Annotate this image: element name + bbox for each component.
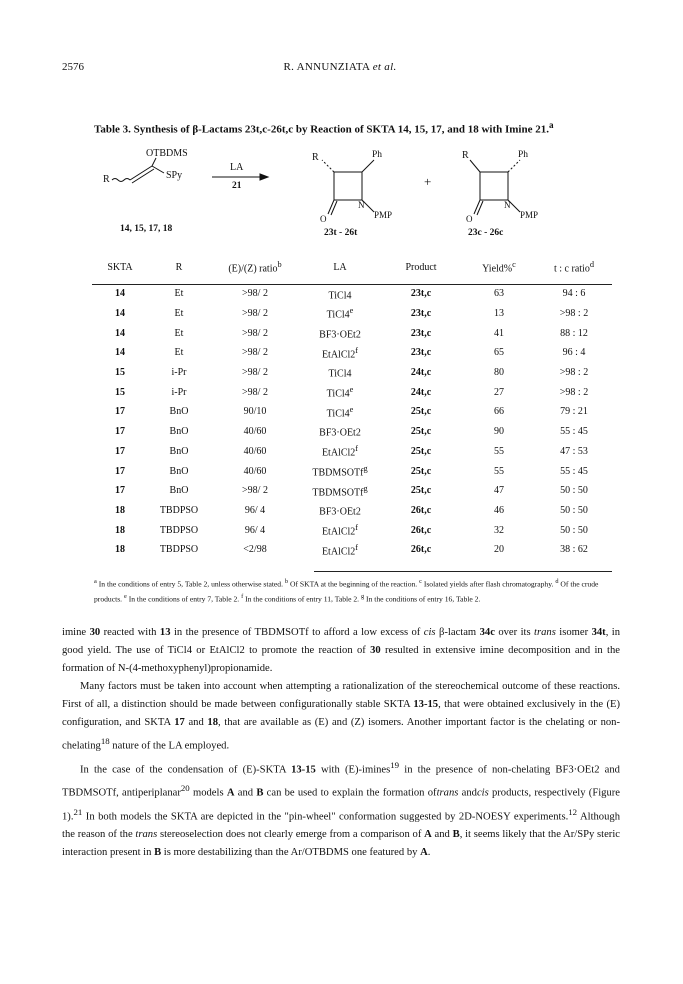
trans-r-bond bbox=[322, 160, 334, 172]
cell-skta: 17 bbox=[115, 465, 125, 477]
cell-product: 23t,c bbox=[410, 347, 432, 359]
trans-lactam-ring bbox=[334, 172, 362, 200]
scheme-pmp-cis: PMP bbox=[520, 210, 539, 220]
table-row bbox=[92, 461, 612, 481]
table-row bbox=[92, 520, 612, 540]
caption-text: Synthesis of β-Lactams 23t,c-26t,c by Reaction of SKTA 14, 15, 17, and 18 with Imine 21. bbox=[133, 123, 549, 136]
col-header: SKTA bbox=[107, 261, 133, 273]
cis-ph-bond bbox=[508, 160, 520, 172]
cell-product: 23t,c bbox=[410, 308, 432, 320]
cell-yield: 13 bbox=[494, 308, 504, 320]
cell-yield: 32 bbox=[494, 524, 504, 536]
col-header: LA bbox=[333, 261, 347, 273]
footnote-f: In the conditions of entry 11, Table 2. bbox=[245, 594, 360, 604]
table-row bbox=[92, 481, 612, 501]
cell-r: BnO bbox=[169, 465, 189, 477]
cell-product: 23t,c bbox=[410, 327, 432, 339]
cell-la: TiCl4e bbox=[326, 306, 354, 321]
cell-r: TBDPSO bbox=[159, 524, 199, 536]
cell-la: TBDMSOTf$^g$ bbox=[312, 463, 368, 479]
cell-product: 26t,c bbox=[410, 504, 432, 516]
cell-r: Et bbox=[174, 347, 184, 359]
cell-skta: 17 bbox=[115, 485, 125, 497]
caption-footnote-mark: a bbox=[548, 120, 554, 130]
cell-product: 25t,c bbox=[410, 406, 432, 418]
running-head-authors: R. ANNUNZIATA bbox=[283, 61, 370, 73]
footnote-c: Isolated yields after flash chromatography. bbox=[423, 579, 554, 589]
cell-yield: 66 bbox=[494, 406, 504, 418]
cell-skta: 15 bbox=[115, 367, 125, 379]
cell-r: TBDPSO bbox=[159, 504, 199, 516]
cell-product: 24t,c bbox=[410, 386, 432, 398]
cell-ratio: 96/ 4 bbox=[244, 504, 266, 516]
scheme-la: LA bbox=[230, 162, 244, 173]
footnote-g: In the conditions of entry 16, Table 2. bbox=[366, 594, 481, 604]
reaction-scheme bbox=[70, 148, 630, 240]
cell-product: 26t,c bbox=[410, 524, 432, 536]
cell-la: BF3·OEt2 bbox=[319, 427, 361, 439]
double-bond-b bbox=[132, 169, 154, 183]
cell-yield: 41 bbox=[494, 327, 504, 339]
table-row bbox=[92, 382, 612, 402]
table-header-row bbox=[92, 256, 612, 278]
wavy-bond bbox=[112, 179, 130, 182]
cell-la: EtAlCl2$^f$ bbox=[321, 444, 359, 459]
cis-r-bond bbox=[470, 160, 480, 172]
table-footnotes: $^a$ In the conditions of entry 5, Table 2, unless otherwise stated. $^b$ Of SKTA at the beginning of the reaction. $^c$ Isolated yields after flash chromatography. $^d$ Of the crude products. $^e$ In the conditions of entry 7, Table 2. $^f$ In the conditions of entry 11, Table 2. $^g$ In the conditions of entry 16, Table 2. bbox=[94, 578, 599, 604]
cell-r: Et bbox=[174, 308, 184, 320]
cell-tc-ratio: 50 : 50 bbox=[560, 504, 588, 516]
paragraph-2: Many factors must be taken into account when attempting a rationalization of the stereochemical outcome of these reactions. First of all, a distinction should be made between configurationally stable SKTA 13-15, that were obtained exclusively in the (E) configuration, and SKTA 17 and 18, that are available as (E) and (Z) isomers. Another important factor is the chelating or non-chelating$^{18}$ nature of the LA employed. bbox=[62, 681, 620, 752]
cell-skta: 18 bbox=[115, 544, 125, 556]
cell-la: TiCl4 bbox=[328, 368, 352, 380]
running-head bbox=[62, 61, 618, 73]
col-header: Yield%$^c$ bbox=[482, 259, 516, 275]
cell-skta: 14 bbox=[115, 347, 125, 359]
cell-product: 24t,c bbox=[410, 367, 432, 379]
cell-tc-ratio: 55 : 45 bbox=[560, 465, 588, 477]
footnote-e: In the conditions of entry 7, Table 2. bbox=[128, 594, 240, 604]
cell-skta: 14 bbox=[115, 288, 125, 300]
cell-tc-ratio: 79 : 21 bbox=[560, 406, 588, 418]
cell-r: BnO bbox=[169, 485, 189, 497]
scheme-trans-label: 23t - 26t bbox=[324, 228, 358, 238]
table-row bbox=[92, 402, 612, 422]
cell-ratio: 40/60 bbox=[243, 445, 267, 457]
cell-la: TiCl4e bbox=[326, 385, 354, 400]
cis-carbonyl-a bbox=[474, 200, 480, 214]
cell-tc-ratio: 47 : 53 bbox=[560, 445, 588, 457]
cell-ratio: >98/ 2 bbox=[242, 386, 268, 398]
col-header: t : c ratio$^d$ bbox=[554, 259, 594, 275]
cis-carbonyl-b bbox=[477, 201, 483, 215]
cell-la: BF3·OEt2 bbox=[319, 329, 361, 341]
cell-tc-ratio: 38 : 62 bbox=[560, 544, 588, 556]
scheme-r-cis: R bbox=[462, 150, 469, 161]
cell-skta: 17 bbox=[115, 406, 125, 418]
cell-product: 25t,c bbox=[410, 445, 432, 457]
cell-product: 25t,c bbox=[410, 485, 432, 497]
table-row bbox=[92, 323, 612, 343]
cell-r: Et bbox=[174, 288, 184, 300]
cell-skta: 14 bbox=[115, 308, 125, 320]
trans-ph-bond bbox=[362, 160, 374, 172]
trans-carbonyl-b bbox=[331, 201, 337, 215]
cell-ratio: >98/ 2 bbox=[242, 367, 268, 379]
cell-tc-ratio: >98 : 2 bbox=[559, 386, 589, 398]
otbdms-bond bbox=[152, 158, 156, 166]
cell-product: 25t,c bbox=[410, 426, 432, 438]
cell-tc-ratio: >98 : 2 bbox=[559, 367, 589, 379]
cell-product: 25t,c bbox=[410, 465, 432, 477]
cell-skta: 15 bbox=[115, 386, 125, 398]
scheme-ph-cis: Ph bbox=[518, 150, 529, 160]
table-row bbox=[92, 304, 612, 324]
col-header: R bbox=[175, 261, 183, 273]
scheme-reactant-label: 14, 15, 17, 18 bbox=[120, 224, 173, 234]
cell-product: 26t,c bbox=[410, 544, 432, 556]
cell-tc-ratio: 88 : 12 bbox=[560, 327, 588, 339]
col-header: (E)/(Z) ratio$^b$ bbox=[228, 259, 282, 275]
cell-tc-ratio: >98 : 2 bbox=[559, 308, 589, 320]
scheme-ph-trans: Ph bbox=[372, 150, 383, 160]
cell-yield: 47 bbox=[494, 485, 504, 497]
scheme-o-cis: O bbox=[466, 214, 473, 224]
cell-ratio: <2/98 bbox=[243, 544, 267, 556]
cell-ratio: >98/ 2 bbox=[242, 327, 268, 339]
cell-ratio: 40/60 bbox=[243, 426, 267, 438]
cell-la: TiCl4 bbox=[328, 290, 352, 301]
scheme-otbdms: OTBDMS bbox=[146, 148, 188, 159]
cell-skta: 17 bbox=[115, 426, 125, 438]
cell-la: EtAlCl2$^f$ bbox=[321, 522, 359, 538]
cell-skta: 14 bbox=[115, 327, 125, 339]
cell-la: TBDMSOTf$^g$ bbox=[312, 483, 368, 498]
scheme-n-cis: N bbox=[504, 200, 511, 210]
trans-carbonyl-a bbox=[328, 200, 334, 214]
scheme-r-reactant: R bbox=[103, 174, 110, 185]
footnote-b: Of SKTA at the beginning of the reaction. bbox=[290, 579, 418, 589]
table-row bbox=[92, 442, 612, 462]
scheme-cis-label: 23c - 26c bbox=[468, 228, 504, 238]
scheme-plus: + bbox=[424, 174, 432, 189]
cell-tc-ratio: 50 : 50 bbox=[560, 524, 588, 536]
page-number: 2576 bbox=[62, 61, 84, 73]
scheme-reagent: 21 bbox=[232, 181, 242, 191]
table-row bbox=[92, 501, 612, 521]
cell-la: BF3·OEt2 bbox=[319, 506, 361, 518]
footnote-d: Of the crude products. bbox=[94, 579, 599, 604]
cell-ratio: >98/ 2 bbox=[242, 485, 268, 497]
footnote-a: In the conditions of entry 5, Table 2, unless otherwise stated. bbox=[98, 579, 284, 589]
cell-yield: 80 bbox=[494, 367, 504, 379]
cell-ratio: >98/ 2 bbox=[242, 288, 268, 300]
cell-tc-ratio: 55 : 45 bbox=[560, 426, 588, 438]
page-header bbox=[62, 61, 618, 77]
cell-yield: 55 bbox=[494, 445, 504, 457]
cell-la: EtAlCl2$^f$ bbox=[321, 542, 359, 557]
cell-tc-ratio: 94 : 6 bbox=[562, 288, 586, 300]
table-row bbox=[92, 363, 612, 383]
arrow-head bbox=[260, 174, 268, 180]
cell-yield: 27 bbox=[494, 386, 504, 398]
paragraph-3: In the case of the condensation of (E)-SKTA 13-15 with (E)-imines$^{19}$ in the presence of non-chelating BF3·OEt2 and TBDMSOTf, antiperiplanar$^{20}$ models A and B can be used to explain the formation oftrans andcis products, respectively (Figure 1).$^{21}$ In both models the SKTA are depicted in the "pin-wheel" conformation suggested by 2D-NOESY experiments.$^{12}$ Although the reason of the trans stereoselection does not clearly emerge from a comparison of A and B, it seems likely that the Ar/SPy steric interaction present in B is more destabilizing than the Ar/OTBDMS one featured by A. bbox=[62, 759, 620, 859]
results-table bbox=[92, 256, 612, 560]
double-bond-a bbox=[130, 166, 152, 180]
cell-yield: 63 bbox=[494, 288, 504, 300]
table-row bbox=[92, 422, 612, 442]
paragraph-1: imine 30 reacted with 13 in the presence of TBDMSOTf to afford a low excess of cis β-lactam 34c over its trans isomer 34t, in good yield. The use of TiCl4 or EtAlCl2 to promote the reaction of 30 resulted in extensive imine decomposition and in the formation of N-(4-methoxyphenyl)propionamide. bbox=[62, 627, 621, 674]
table-caption bbox=[94, 120, 614, 136]
cell-yield: 20 bbox=[494, 544, 504, 556]
cell-yield: 55 bbox=[494, 465, 504, 477]
cell-yield: 90 bbox=[494, 426, 504, 438]
cell-tc-ratio: 50 : 50 bbox=[560, 485, 588, 497]
table-row bbox=[92, 343, 612, 363]
cell-ratio: >98/ 2 bbox=[242, 308, 268, 320]
cell-r: BnO bbox=[169, 426, 189, 438]
scheme-o-trans: O bbox=[320, 214, 327, 224]
running-head-etal: et al. bbox=[372, 61, 397, 73]
cell-tc-ratio: 96 : 4 bbox=[562, 347, 586, 359]
cell-la: TiCl4e bbox=[326, 404, 354, 420]
table-row bbox=[92, 284, 612, 304]
table-bottom-rule bbox=[314, 571, 612, 572]
cell-r: i-Pr bbox=[171, 386, 187, 398]
cell-ratio: 90/10 bbox=[243, 406, 267, 418]
cell-r: TBDPSO bbox=[159, 544, 199, 556]
cell-skta: 18 bbox=[115, 504, 125, 516]
table-row bbox=[92, 540, 612, 560]
scheme-pmp-trans: PMP bbox=[374, 210, 393, 220]
body-text bbox=[62, 624, 620, 862]
cell-yield: 65 bbox=[494, 347, 504, 359]
scheme-spy: SPy bbox=[166, 170, 183, 181]
cell-r: BnO bbox=[169, 445, 189, 457]
cell-la: EtAlCl2$^f$ bbox=[321, 345, 359, 361]
cell-product: 23t,c bbox=[410, 288, 432, 300]
cell-yield: 46 bbox=[494, 504, 504, 516]
caption-lead: Table 3. bbox=[94, 123, 131, 136]
cell-skta: 18 bbox=[115, 524, 125, 536]
cell-ratio: 40/60 bbox=[243, 465, 267, 477]
cell-r: i-Pr bbox=[171, 367, 187, 379]
scheme-n-trans: N bbox=[358, 200, 365, 210]
cis-lactam-ring bbox=[480, 172, 508, 200]
cell-r: BnO bbox=[169, 406, 189, 418]
col-header: Product bbox=[405, 261, 437, 273]
scheme-r-trans: R bbox=[312, 152, 319, 163]
cell-ratio: >98/ 2 bbox=[242, 347, 268, 359]
cell-r: Et bbox=[174, 327, 184, 339]
cell-ratio: 96/ 4 bbox=[244, 524, 266, 536]
cell-skta: 17 bbox=[115, 445, 125, 457]
